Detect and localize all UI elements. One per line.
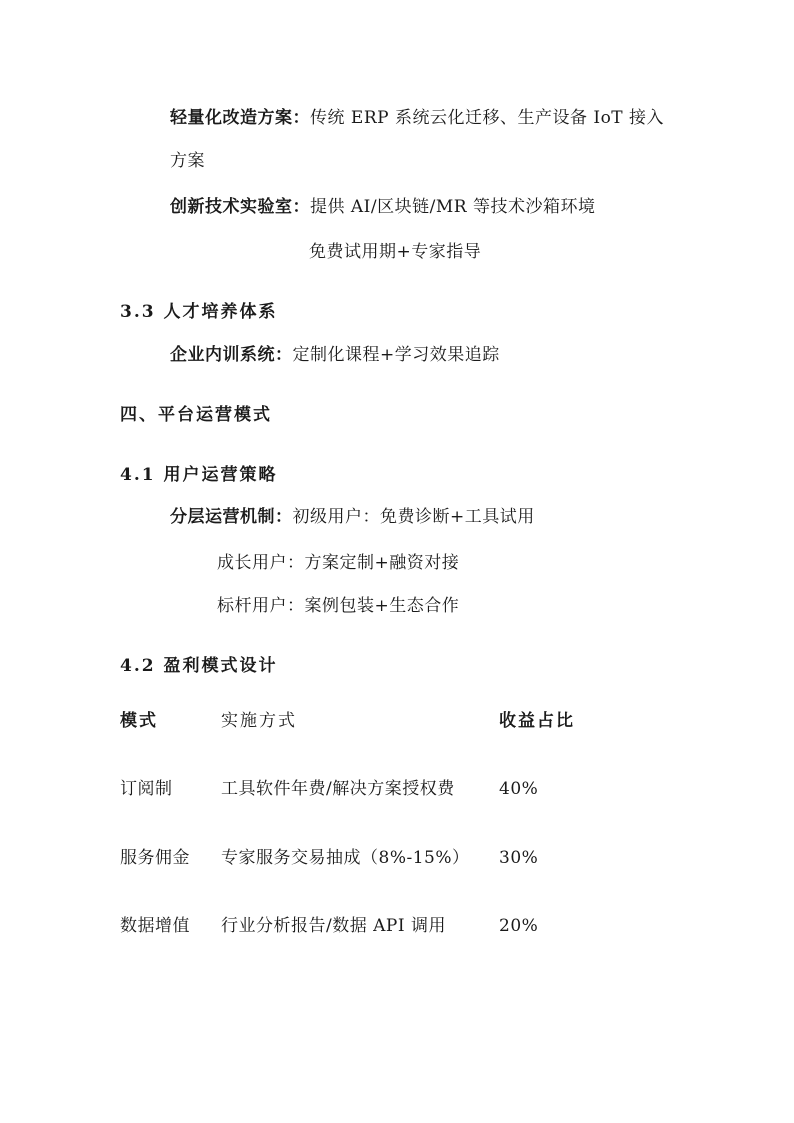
- innovation-lab-text-continued: 免费试用期+专家指导: [309, 242, 482, 262]
- section-4-2-heading: 4.2 盈利模式设计: [120, 656, 278, 676]
- table-cell: 数据增值: [120, 916, 190, 936]
- table-header-cell: 模式: [120, 711, 158, 731]
- innovation-lab-item: [170, 195, 595, 219]
- chapter-4-heading: 四、平台运营模式: [120, 405, 272, 425]
- layered-label: 分层运营机制：: [170, 507, 293, 527]
- section-4-1-heading: 4.1 用户运营策略: [120, 465, 278, 485]
- innovation-lab-text: 提供 AI/区块链/MR 等技术沙箱环境: [310, 197, 596, 217]
- table-cell: 20%: [499, 916, 539, 936]
- table-header-cell: 实施方式: [221, 711, 297, 731]
- table-cell: 专家服务交易抽成（8%-15%）: [221, 848, 470, 868]
- training-item: [170, 343, 500, 367]
- table-cell: 服务佣金: [120, 848, 190, 868]
- table-cell: 40%: [499, 779, 539, 799]
- training-label: 企业内训系统：: [170, 345, 293, 365]
- training-text: 定制化课程+学习效果追踪: [292, 345, 500, 365]
- layered-item: [170, 505, 535, 529]
- table-cell: 30%: [499, 848, 539, 868]
- innovation-lab-label: 创新技术实验室：: [170, 197, 310, 217]
- table-cell: 工具软件年费/解决方案授权费: [221, 779, 455, 799]
- section-3-3-heading: 3.3 人才培养体系: [120, 302, 278, 322]
- layered-line-2: 成长用户：方案定制+融资对接: [217, 553, 460, 573]
- layered-line-3: 标杆用户：案例包装+生态合作: [217, 596, 460, 616]
- table-cell: 行业分析报告/数据 API 调用: [221, 916, 446, 936]
- lightweight-item: [170, 106, 664, 130]
- table-header-cell: 收益占比: [499, 711, 575, 731]
- lightweight-label: 轻量化改造方案：: [170, 108, 310, 128]
- layered-line-1: 初级用户：免费诊断+工具试用: [292, 507, 535, 527]
- lightweight-text: 传统 ERP 系统云化迁移、生产设备 IoT 接入: [310, 108, 665, 128]
- lightweight-text-continued: 方案: [170, 151, 205, 171]
- table-cell: 订阅制: [120, 779, 173, 799]
